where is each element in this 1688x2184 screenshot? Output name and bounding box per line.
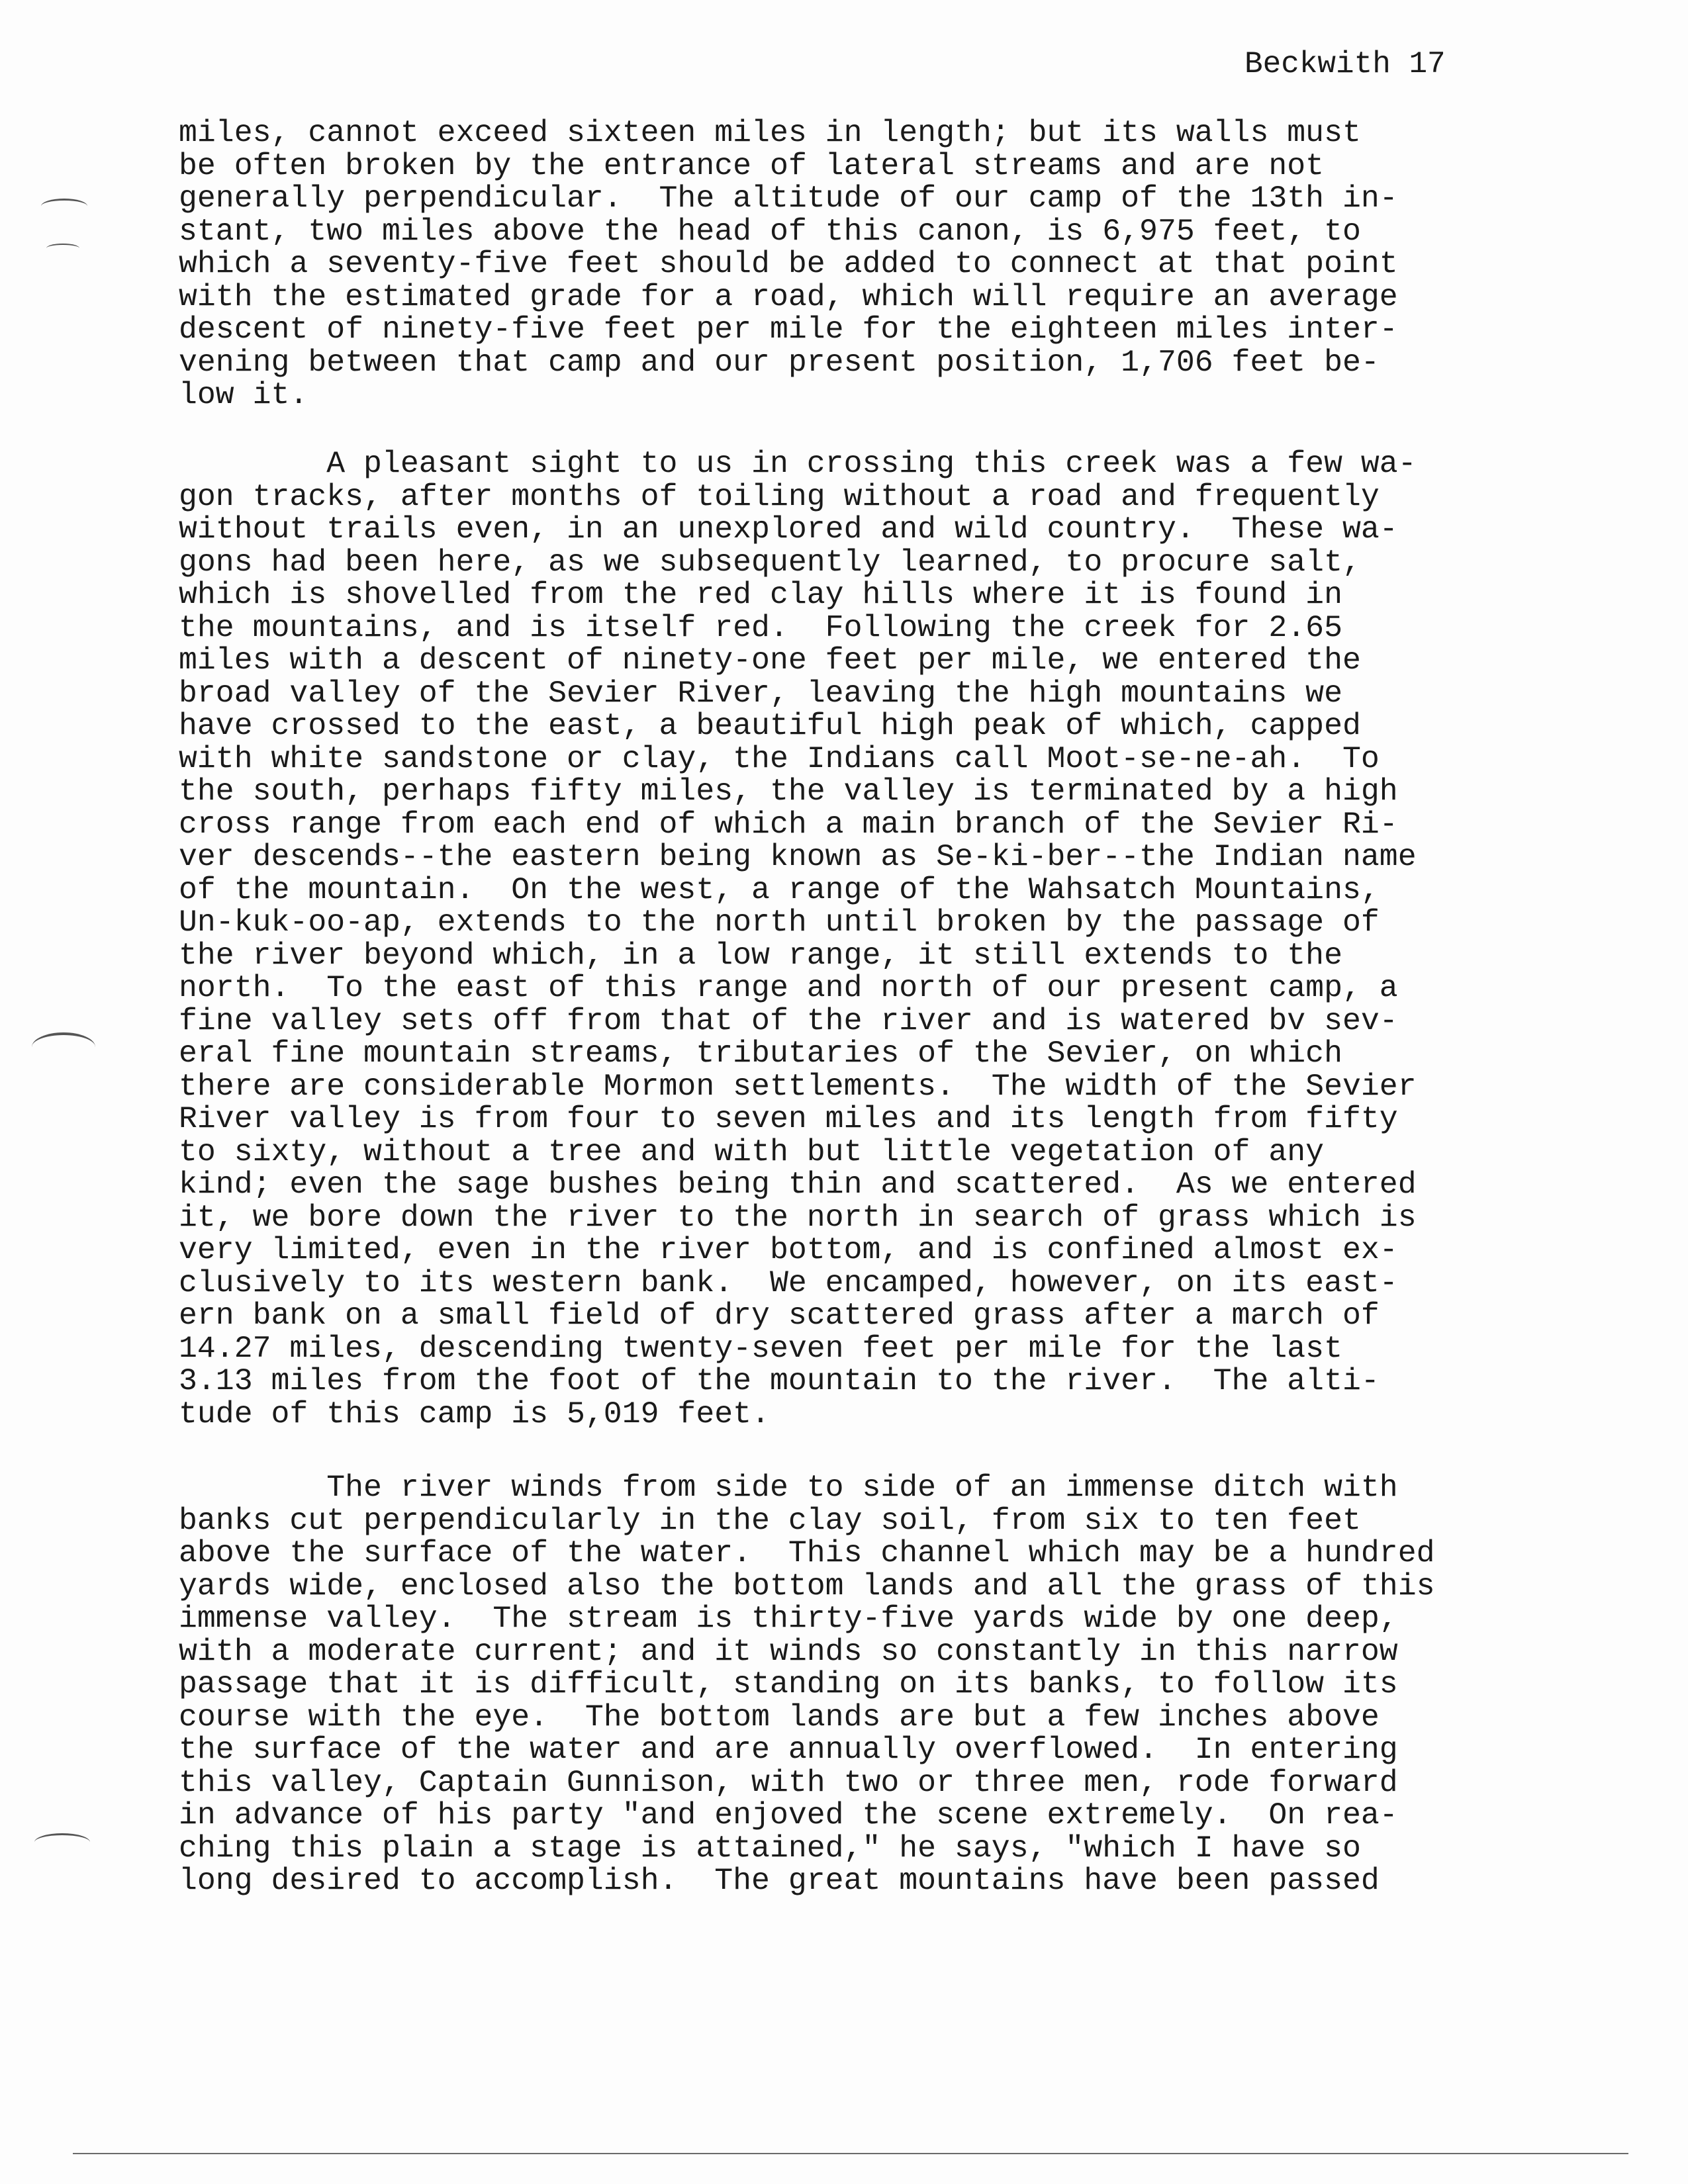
text-line: gon tracks, after months of toiling without a road and frequently	[179, 478, 1380, 514]
text-line: of the mountain. On the west, a range of the Wahsatch Mountains,	[179, 872, 1380, 907]
text-line: the river beyond which, in a low range, it still extends to the	[179, 937, 1342, 973]
page-bottom-rule	[73, 2153, 1628, 2154]
binder-mark	[41, 199, 87, 214]
text-line: the surface of the water and are annually overflowed. In entering	[179, 1732, 1398, 1767]
binder-mark	[34, 1833, 90, 1851]
text-line: which is shovelled from the red clay hills where it is found in	[179, 577, 1342, 612]
text-line: 3.13 miles from the foot of the mountain to the river. The alti-	[179, 1363, 1380, 1398]
text-line: passage that it is difficult, standing on its banks, to follow its	[179, 1666, 1398, 1702]
text-line: be often broken by the entrance of lateral streams and are not	[179, 148, 1325, 183]
text-line: miles, cannot exceed sixteen miles in length; but its walls must	[179, 115, 1361, 150]
text-line: which a seventy-five feet should be added to connect at that point	[179, 246, 1398, 281]
text-line: it, we bore down the river to the north in search of grass which is	[179, 1199, 1417, 1235]
text-line: tude of this camp is 5,019 feet.	[179, 1396, 770, 1432]
text-line: The river winds from side to side of an immense ditch with	[179, 1470, 1398, 1505]
text-line: immense valley. The stream is thirty-five yards wide by one deep,	[179, 1601, 1398, 1636]
text-line: broad valley of the Sevier River, leaving the high mountains we	[179, 675, 1342, 711]
paragraph-3	[179, 1471, 1668, 1897]
text-line: above the surface of the water. This channel which may be a hundred	[179, 1535, 1435, 1570]
text-line: stant, two miles above the head of this canon, is 6,975 feet, to	[179, 213, 1361, 249]
text-line: descent of ninety-five feet per mile for the eighteen miles inter-	[179, 312, 1398, 347]
text-line: ching this plain a stage is attained," he says, "which I have so	[179, 1830, 1361, 1866]
binder-mark	[46, 244, 79, 253]
text-line: generally perpendicular. The altitude of our camp of the 13th in-	[179, 181, 1398, 216]
text-line: A pleasant sight to us in crossing this creek was a few wa-	[179, 446, 1417, 481]
text-line: eral fine mountain streams, tributaries of the Sevier, on which	[179, 1036, 1342, 1071]
text-line: without trails even, in an unexplored and wild country. These wa-	[179, 512, 1398, 547]
text-line: very limited, even in the river bottom, and is confined almost ex-	[179, 1232, 1398, 1267]
text-line: ern bank on a small field of dry scattered grass after a march of	[179, 1298, 1380, 1333]
text-line: with white sandstone or clay, the Indians call Moot-se-ne-ah. To	[179, 741, 1380, 776]
text-line: cross range from each end of which a main branch of the Sevier Ri-	[179, 806, 1398, 842]
text-line: there are considerable Mormon settlements. The width of the Sevier	[179, 1068, 1417, 1104]
text-line: 14.27 miles, descending twenty-seven feet per mile for the last	[179, 1330, 1342, 1366]
text-line: miles with a descent of ninety-one feet per mile, we entered the	[179, 643, 1361, 678]
text-line: ver descends--the eastern being known as Se-ki-ber--the Indian name	[179, 839, 1417, 874]
text-line: vening between that camp and our present position, 1,706 feet be-	[179, 344, 1380, 380]
text-line: gons had been here, as we subsequently learned, to procure salt,	[179, 544, 1361, 580]
text-line: kind; even the sage bushes being thin and scattered. As we entered	[179, 1167, 1417, 1202]
text-line: to sixty, without a tree and with but little vegetation of any	[179, 1134, 1325, 1169]
text-line: the mountains, and is itself red. Following the creek for 2.65	[179, 610, 1342, 645]
text-line: banks cut perpendicularly in the clay soil, from six to ten feet	[179, 1502, 1361, 1538]
paragraph-2	[179, 447, 1668, 1430]
text-line: north. To the east of this range and north of our present camp, a	[179, 970, 1398, 1005]
text-line: yards wide, enclosed also the bottom lands and all the grass of this	[179, 1568, 1435, 1604]
text-line: clusively to its western bank. We encamped, however, on its east-	[179, 1265, 1398, 1300]
text-line: this valley, Captain Gunnison, with two or three men, rode forward	[179, 1764, 1398, 1800]
text-line: fine valley sets off from that of the river and is watered bv sev-	[179, 1003, 1398, 1038]
text-line: course with the eye. The bottom lands are but a few inches above	[179, 1699, 1380, 1735]
text-line: in advance of his party "and enjoved the scene extremely. On rea-	[179, 1797, 1398, 1833]
text-line: with a moderate current; and it winds so constantly in this narrow	[179, 1633, 1398, 1669]
text-line: low it.	[179, 377, 308, 412]
text-line: long desired to accomplish. The great mountains have been passed	[179, 1863, 1380, 1898]
text-line: River valley is from four to seven miles and its length from fifty	[179, 1101, 1398, 1136]
page-header: Beckwith 17	[1244, 47, 1446, 81]
text-line: the south, perhaps fifty miles, the valley is terminated by a high	[179, 774, 1398, 809]
binder-mark	[32, 1032, 95, 1062]
text-line: have crossed to the east, a beautiful high peak of which, capped	[179, 708, 1361, 743]
text-line: Un-kuk-oo-ap, extends to the north until broken by the passage of	[179, 905, 1380, 940]
paragraph-1	[179, 116, 1668, 412]
text-line: with the estimated grade for a road, which will require an average	[179, 279, 1398, 314]
